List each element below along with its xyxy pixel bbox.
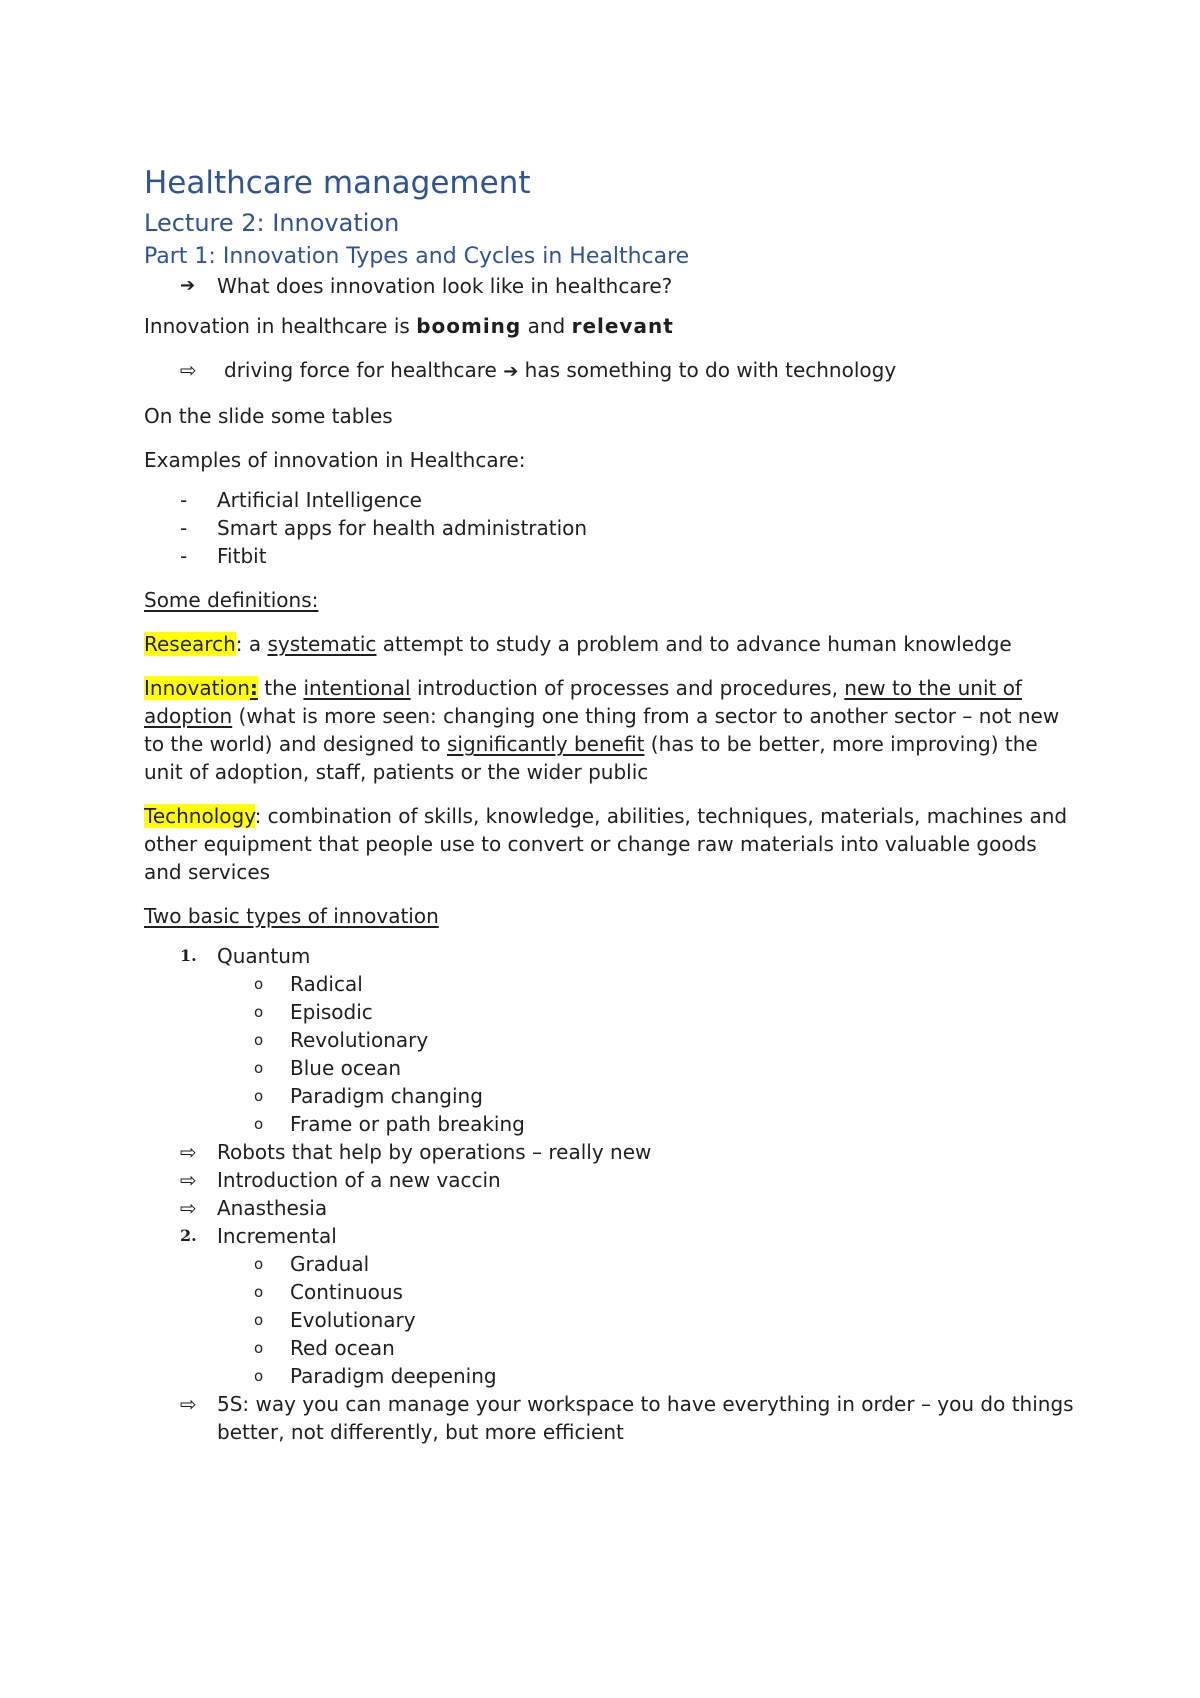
list-item <box>144 1306 1074 1334</box>
definitions-heading-text: Some definitions: <box>144 588 319 612</box>
innovation-text: (has to be better, more improving) the unit of adoption, staff, patients or the wider public <box>144 732 1038 784</box>
solid-arrow-icon: ➔ <box>180 275 196 296</box>
quantum-item: Paradigm changing <box>290 1084 483 1108</box>
research-underlined: systematic <box>267 632 377 656</box>
circle-bullet-icon: o <box>254 1255 264 1273</box>
question-row <box>144 272 1074 300</box>
list-item <box>144 1138 1074 1166</box>
part-heading: Part 1: Innovation Types and Cycles in Healthcare <box>144 244 690 269</box>
list-item <box>144 1026 1074 1054</box>
research-term: Research <box>144 632 236 656</box>
five-s-text: 5S: way you can manage your workspace to have everything in order – you do things better, not differently, but more efficient <box>217 1392 1074 1444</box>
slide-note: On the slide some tables <box>144 404 393 428</box>
technology-text: : combination of skills, knowledge, abilities, techniques, materials, machines and other equipment that people use to convert or change raw materials into valuable goods and services <box>144 804 1068 884</box>
hollow-arrow-icon: ⇨ <box>180 1140 197 1164</box>
list-item <box>144 1110 1074 1138</box>
incremental-item: Gradual <box>290 1252 370 1276</box>
driving-force-row <box>144 356 1074 386</box>
quantum-item: Radical <box>290 972 363 996</box>
innovation-text: the <box>257 676 304 700</box>
circle-bullet-icon: o <box>254 1283 264 1301</box>
innovation-text: introduction of processes and procedures, <box>410 676 845 700</box>
example-text: Fitbit <box>217 544 267 568</box>
list-item-quantum <box>144 942 1074 970</box>
example-text: Artificial Intelligence <box>217 488 422 512</box>
quantum-item: Episodic <box>290 1000 373 1024</box>
dash-icon: - <box>180 516 188 540</box>
innovation-text: (what is more seen: changing one thing from a sector to another sector – not new to the world) and designed to <box>144 704 1060 756</box>
question-text: What does innovation look like in healthcare? <box>217 274 673 298</box>
circle-bullet-icon: o <box>254 1059 264 1077</box>
list-item <box>144 486 1074 514</box>
intro-paragraph <box>144 312 1074 340</box>
document-page <box>144 160 1074 1446</box>
innovation-colon-text: : <box>249 676 258 700</box>
innovation-term: Innovation <box>144 676 250 700</box>
innovation-colon <box>250 676 258 700</box>
document-title: Healthcare management <box>144 165 531 201</box>
list-item <box>144 1082 1074 1110</box>
quantum-example: Robots that help by operations – really new <box>217 1140 652 1164</box>
list-number: 1. <box>180 946 197 965</box>
list-number: 2. <box>180 1226 197 1245</box>
circle-bullet-icon: o <box>254 1031 264 1049</box>
list-item <box>144 1166 1074 1194</box>
hollow-arrow-icon: ⇨ <box>180 1196 197 1220</box>
circle-bullet-icon: o <box>254 1367 264 1385</box>
list-item <box>144 542 1074 570</box>
intro-prefix: Innovation in healthcare is <box>144 314 417 338</box>
dash-icon: - <box>180 488 188 512</box>
quantum-item: Revolutionary <box>290 1028 429 1052</box>
intro-bold-relevant: relevant <box>571 314 674 338</box>
incremental-item: Paradigm deepening <box>290 1364 497 1388</box>
hollow-arrow-icon: ⇨ <box>180 1168 197 1192</box>
types-heading <box>144 902 1074 930</box>
examples-heading: Examples of innovation in Healthcare: <box>144 448 526 472</box>
circle-bullet-icon: o <box>254 1087 264 1105</box>
circle-bullet-icon: o <box>254 1115 264 1133</box>
incremental-item: Continuous <box>290 1280 403 1304</box>
intro-bold-booming: booming <box>416 314 522 338</box>
example-text: Smart apps for health administration <box>217 516 588 540</box>
list-item <box>144 1334 1074 1362</box>
innovation-underlined: significantly benefit <box>446 732 645 756</box>
list-item <box>144 970 1074 998</box>
quantum-item: Frame or path breaking <box>290 1112 525 1136</box>
hollow-arrow-icon: ⇨ <box>180 358 197 382</box>
research-text: attempt to study a problem and to advance human knowledge <box>376 632 1012 656</box>
driving-left: driving force for healthcare <box>224 358 497 382</box>
list-item <box>144 514 1074 542</box>
solid-arrow-icon: ➔ <box>503 361 519 382</box>
quantum-example: Anasthesia <box>217 1196 328 1220</box>
incremental-label: Incremental <box>217 1224 337 1248</box>
hollow-arrow-icon: ⇨ <box>180 1392 197 1416</box>
list-item <box>144 1278 1074 1306</box>
quantum-example: Introduction of a new vaccin <box>217 1168 501 1192</box>
circle-bullet-icon: o <box>254 1339 264 1357</box>
dash-icon: - <box>180 544 188 568</box>
intro-mid: and <box>521 314 572 338</box>
list-item <box>144 1362 1074 1390</box>
list-item <box>144 998 1074 1026</box>
list-item <box>144 1194 1074 1222</box>
driving-right: has something to do with technology <box>524 358 897 382</box>
quantum-item: Blue ocean <box>290 1056 402 1080</box>
list-item-incremental <box>144 1222 1074 1250</box>
list-item <box>144 1250 1074 1278</box>
technology-definition <box>144 802 1074 886</box>
innovation-underlined: new to the unit of adoption <box>144 676 1022 728</box>
research-text: : a <box>235 632 268 656</box>
list-item-5s <box>144 1390 1074 1446</box>
incremental-item: Evolutionary <box>290 1308 416 1332</box>
innovation-underlined: intentional <box>303 676 411 700</box>
circle-bullet-icon: o <box>254 975 264 993</box>
circle-bullet-icon: o <box>254 1003 264 1021</box>
list-item <box>144 1054 1074 1082</box>
incremental-item: Red ocean <box>290 1336 395 1360</box>
circle-bullet-icon: o <box>254 1311 264 1329</box>
lecture-heading: Lecture 2: Innovation <box>144 209 400 237</box>
quantum-label: Quantum <box>217 944 311 968</box>
definitions-heading <box>144 586 1074 614</box>
innovation-definition <box>144 674 1074 786</box>
research-definition <box>144 630 1074 658</box>
types-heading-text: Two basic types of innovation <box>144 904 439 928</box>
technology-term: Technology <box>144 804 255 828</box>
